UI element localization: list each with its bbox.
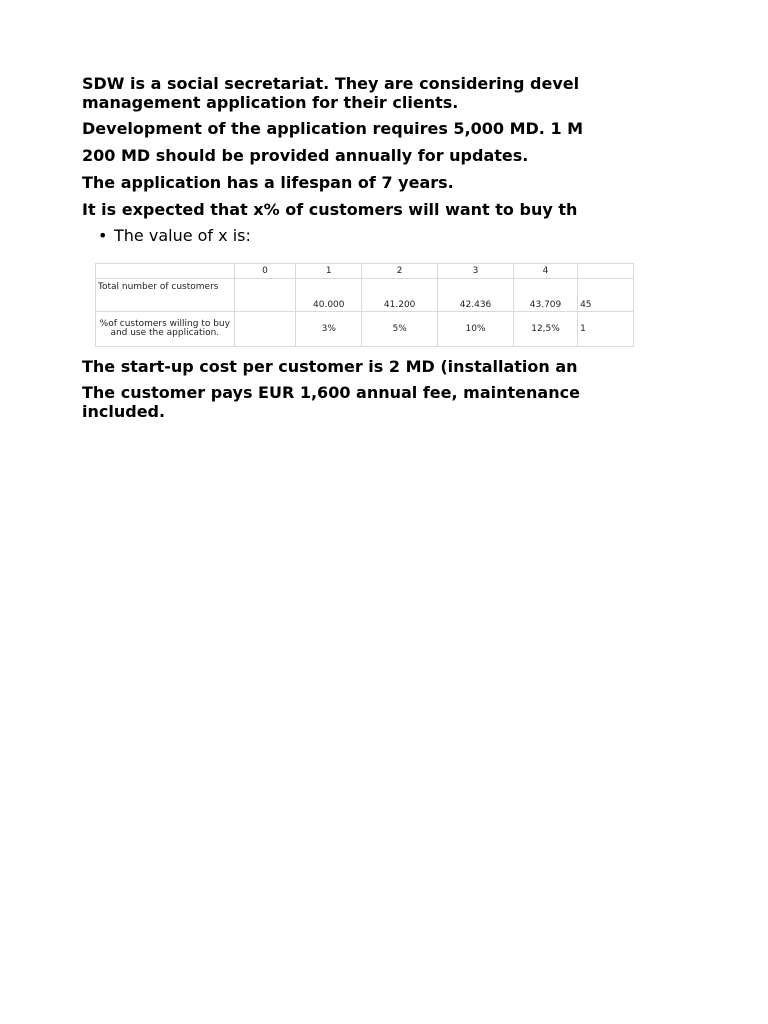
table-row — [96, 312, 634, 347]
paragraph-lifespan-line-1: The application has a lifespan of 7 years. — [82, 173, 454, 192]
table-header-cell: 1 — [296, 264, 362, 279]
paragraph-fee-line-2: included. — [82, 402, 166, 421]
paragraph-development — [82, 119, 583, 138]
table-cell: 1 — [578, 312, 634, 347]
table-header-cell: 2 — [362, 264, 438, 279]
paragraph-updates-line-1: 200 MD should be provided annually for updates. — [82, 146, 529, 165]
bullet-text: The value of x is: — [114, 226, 251, 245]
table-row — [96, 279, 634, 312]
table-cell — [234, 312, 296, 347]
table-header-row — [96, 264, 634, 279]
bullet-item — [98, 226, 251, 246]
table-cell: 40.000 — [296, 279, 362, 312]
table-cell: 45 — [578, 279, 634, 312]
bullet-dot-icon: • — [98, 226, 108, 245]
table-row-label: %of customers willing to buy and use the application. — [96, 312, 235, 347]
paragraph-lifespan — [82, 173, 454, 192]
paragraph-startup-line-1: The start-up cost per customer is 2 MD (installation an — [82, 357, 578, 376]
table-header-cell — [96, 264, 235, 279]
table-cell: 42.436 — [438, 279, 514, 312]
table-header-cell: 3 — [438, 264, 514, 279]
table-cell: 10% — [438, 312, 514, 347]
table-cell: 12,5% — [513, 312, 577, 347]
table-cell: 5% — [362, 312, 438, 347]
table-cell: 3% — [296, 312, 362, 347]
table-cell: 43.709 — [513, 279, 577, 312]
paragraph-expectation-line-1: It is expected that x% of customers will want to buy th — [82, 200, 578, 219]
paragraph-intro — [82, 74, 579, 112]
paragraph-intro-line-1: SDW is a social secretariat. They are considering devel — [82, 74, 580, 93]
paragraph-intro-line-2: management application for their clients. — [82, 93, 459, 112]
paragraph-fee — [82, 383, 580, 421]
table-cell — [234, 279, 296, 312]
table-header-cell: 4 — [513, 264, 577, 279]
table-header-cell — [578, 264, 634, 279]
paragraph-updates — [82, 146, 528, 165]
paragraph-expectation — [82, 200, 577, 219]
paragraph-development-line-1: Development of the application requires 5,000 MD. 1 M — [82, 119, 584, 138]
table-cell: 41.200 — [362, 279, 438, 312]
paragraph-startup — [82, 357, 578, 376]
customer-table — [95, 263, 634, 347]
paragraph-fee-line-1: The customer pays EUR 1,600 annual fee, maintenance — [82, 383, 580, 402]
table-row-label: Total number of customers — [96, 279, 235, 312]
table-header-cell: 0 — [234, 264, 296, 279]
